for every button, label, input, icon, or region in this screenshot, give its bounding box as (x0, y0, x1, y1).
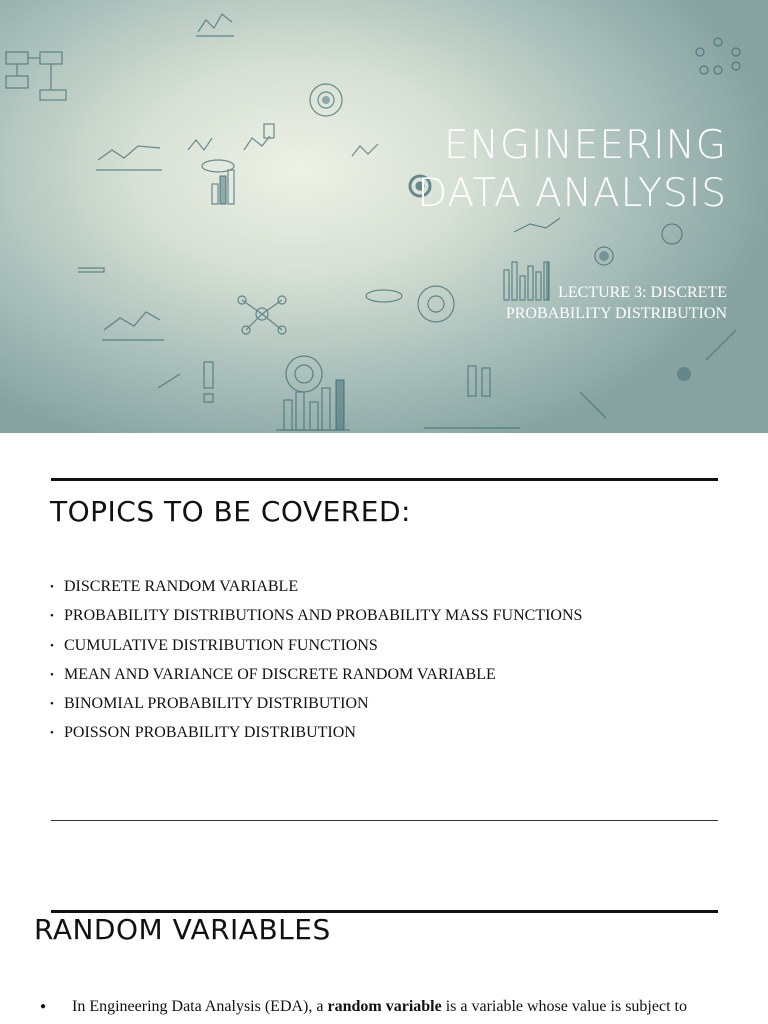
bullet-icon: • (50, 610, 54, 623)
subtitle-line-1: LECTURE 3: DISCRETE (558, 284, 727, 301)
topics-top-rule (51, 478, 718, 481)
topic-label: POISSON PROBABILITY DISTRIBUTION (64, 724, 356, 742)
topic-label: PROBABILITY DISTRIBUTIONS AND PROBABILITY MASS FUNCTIONS (64, 607, 583, 625)
bullet-icon: • (50, 727, 54, 740)
title-banner (0, 0, 768, 433)
definition-text-before: In Engineering Data Analysis (EDA), a (72, 998, 328, 1015)
definition-term: random variable (327, 998, 442, 1015)
lecture-subtitle (506, 282, 727, 324)
topic-label: DISCRETE RANDOM VARIABLE (64, 578, 299, 595)
list-item (50, 718, 582, 747)
subtitle-line-2: PROBABILITY DISTRIBUTION (505, 305, 727, 322)
random-variable-definition (40, 996, 734, 1018)
topics-list (50, 572, 582, 748)
list-item (50, 601, 582, 630)
list-item (50, 631, 582, 660)
list-item (50, 689, 582, 718)
title-line-1: ENGINEERING (444, 123, 727, 168)
topics-heading: TOPICS TO BE COVERED: (50, 495, 411, 528)
random-variables-heading: RANDOM VARIABLES (34, 913, 331, 946)
presentation-title (417, 122, 727, 218)
list-item (50, 572, 582, 601)
topic-label: BINOMIAL PROBABILITY DISTRIBUTION (64, 695, 369, 713)
title-line-2: DATA ANALYSIS (417, 171, 727, 216)
bullet-icon: • (50, 639, 54, 652)
topic-label: CUMULATIVE DISTRIBUTION FUNCTIONS (64, 636, 378, 654)
bullet-icon: • (50, 698, 54, 711)
topic-label: MEAN AND VARIANCE OF DISCRETE RANDOM VARIABLE (64, 665, 496, 683)
bullet-icon: • (50, 668, 54, 681)
list-item (50, 660, 582, 689)
definition-text-after: is a variable whose value is subject to (441, 998, 687, 1015)
topics-bottom-rule (51, 820, 718, 821)
bullet-icon: ● (40, 1001, 47, 1012)
bullet-icon: • (50, 581, 54, 593)
